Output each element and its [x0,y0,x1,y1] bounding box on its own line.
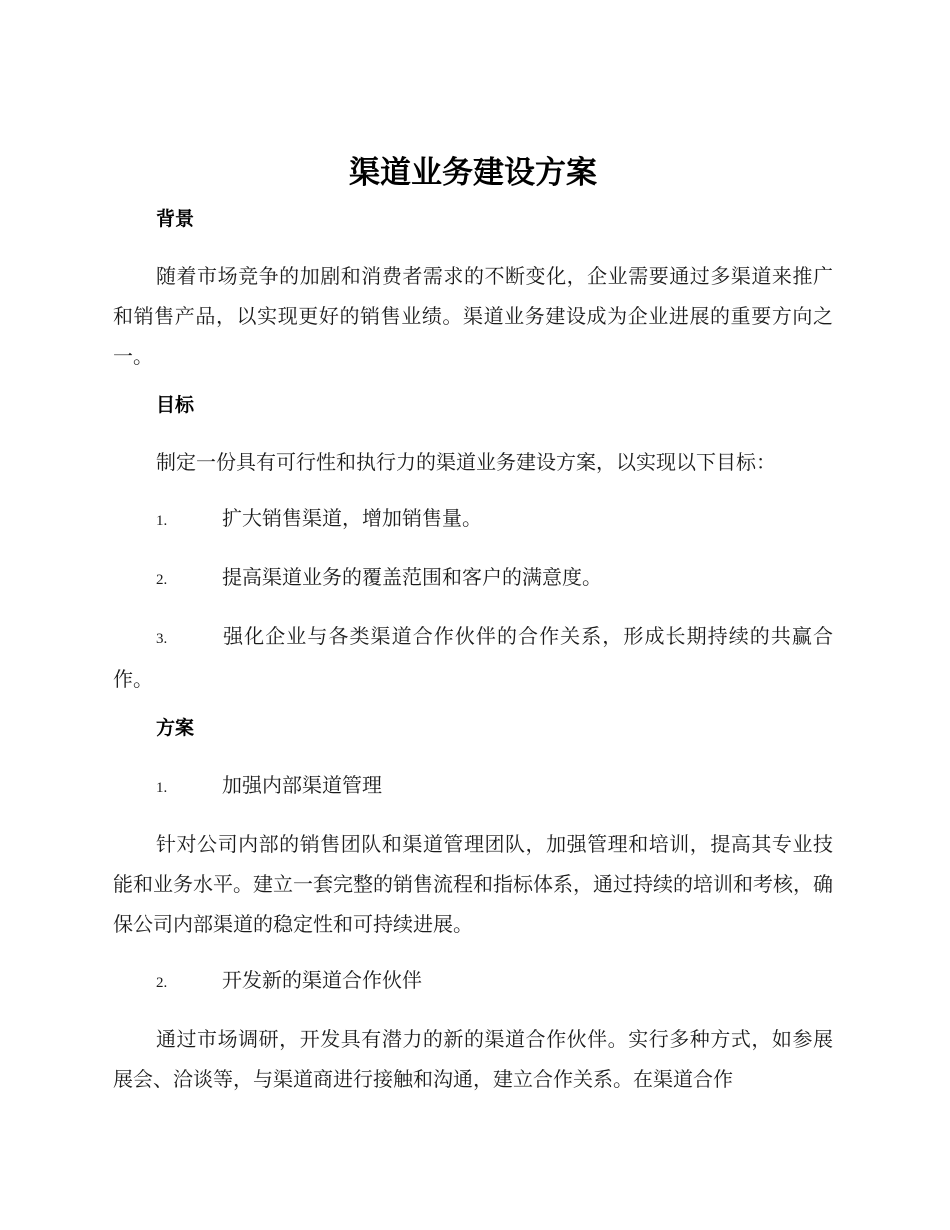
plan-subsection-title-text: 开发新的渠道合作伙伴 [222,968,422,992]
section-heading-goals: 目标 [156,394,195,416]
background-paragraph: 随着市场竞争的加剧和消费者需求的不断变化，企业需要通过多渠道来推广和销售产品，以实现更好的销售业绩。渠道业务建设成为企业进展的重要方向之一。 [113,264,833,368]
list-number: 2. [156,975,168,991]
goal-item-text: 扩大销售渠道，增加销售量。 [222,506,482,530]
plan-subsection-paragraph: 针对公司内部的销售团队和渠道管理团队，加强管理和培训，提高其专业技能和业务水平。建立一套完整的销售流程和指标体系，通过持续的培训和考核，确保公司内部渠道的稳定性和可持续进展。 [113,832,833,936]
section-heading-background: 背景 [156,208,195,230]
plan-subsection-paragraph: 通过市场调研，开发具有潜力的新的渠道合作伙伴。实行多种方式，如参展展会、洽谈等，与渠道商进行接触和沟通，建立合作关系。在渠道合作 [113,1027,833,1091]
goals-intro: 制定一份具有可行性和执行力的渠道业务建设方案，以实现以下目标： [156,450,776,474]
goal-item [113,498,833,541]
goal-item-text: 强化企业与各类渠道合作伙伴的合作关系，形成长期持续的共赢合作。 [113,624,833,691]
goal-item [113,616,833,699]
plan-subsection-title [113,960,833,1003]
list-number: 1. [156,780,168,796]
plan-subsection-title [113,765,833,808]
list-number: 1. [156,513,168,529]
list-number: 3. [156,631,168,647]
document-title: 渠道业务建设方案 [349,155,597,191]
goal-item-text: 提高渠道业务的覆盖范围和客户的满意度。 [222,565,602,589]
document-page [113,148,833,1115]
goal-item [113,557,833,600]
list-number: 2. [156,572,168,588]
plan-subsection-title-text: 加强内部渠道管理 [222,773,382,797]
section-heading-plan: 方案 [156,717,195,739]
